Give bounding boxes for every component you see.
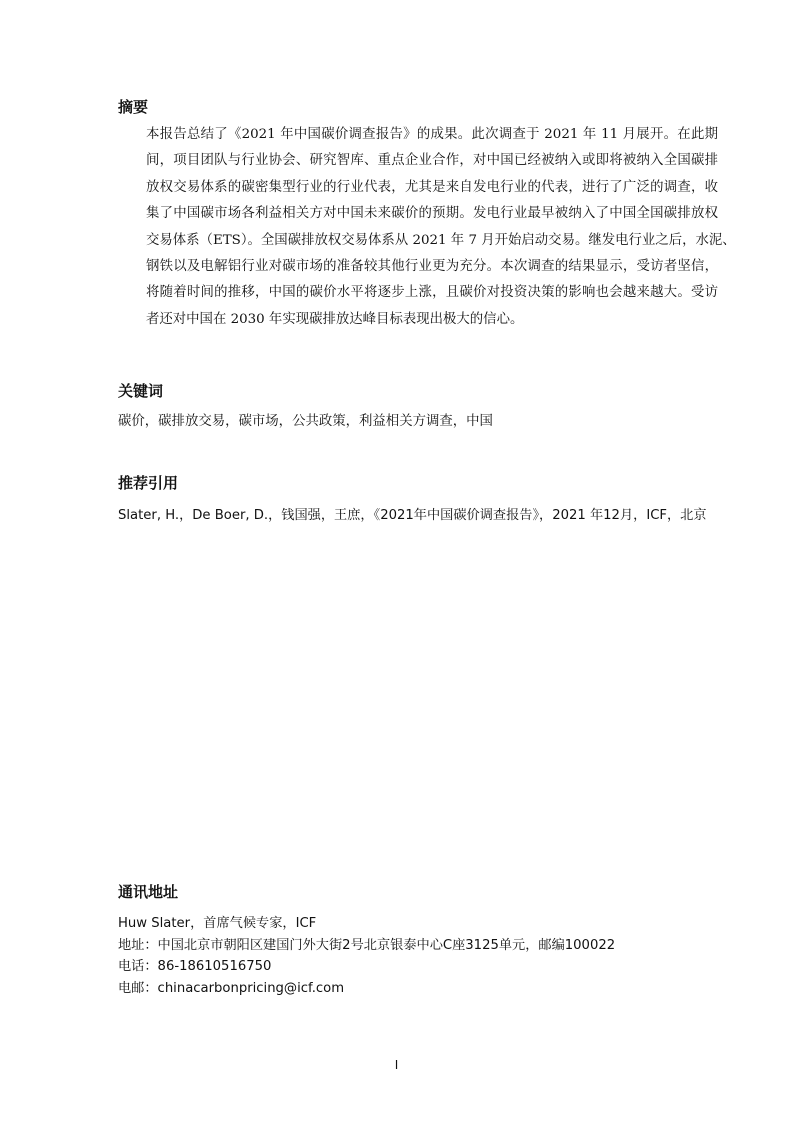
- citation-text: Slater, H.，De Boer, D.，钱国强，王庶，《2021年中国碳价调查报告》，2021 年12月，ICF，北京: [118, 508, 707, 523]
- abstract-line: 钢铁以及电解铝行业对碳市场的准备较其他行业更为充分。本次调查的结果显示，受访者坚信，: [146, 259, 718, 275]
- contact-name: Huw Slater，首席气候专家，ICF: [118, 916, 317, 931]
- abstract-body: [118, 122, 736, 333]
- abstract-line: 间，项目团队与行业协会、研究智库、重点企业合作，对中国已经被纳入或即将被纳入全国碳排: [146, 153, 718, 169]
- contact-phone: 电话：86-18610516750: [118, 959, 272, 974]
- abstract-line: 放权交易体系的碳密集型行业的行业代表，尤其是来自发电行业的代表，进行了广泛的调查，收: [146, 179, 718, 195]
- abstract-line: 本报告总结了《2021 年中国碳价调查报告》的成果。此次调查于 2021 年 11 月展开。在此期: [146, 127, 718, 142]
- keywords-heading: 关键词: [118, 382, 164, 400]
- abstract-line: 将随着时间的推移，中国的碳价水平将逐步上涨，且碳价对投资决策的影响也会越来越大。受访: [146, 285, 718, 301]
- contact-address: 地址：中国北京市朝阳区建国门外大街2号北京银泰中心C座3125单元，邮编100022: [118, 937, 616, 953]
- contact-heading: 通讯地址: [118, 883, 179, 901]
- contact-block: [118, 913, 615, 999]
- abstract-line: 集了中国碳市场各利益相关方对中国未来碳价的预期。发电行业最早被纳入了中国全国碳排放权: [146, 206, 718, 222]
- citation-heading: 推荐引用: [118, 474, 179, 492]
- abstract-heading: 摘要: [118, 98, 149, 116]
- abstract-line: 交易体系（ETS）。全国碳排放权交易体系从 2021 年 7 月开始启动交易。继发电行业之后，水泥、: [146, 232, 736, 248]
- contact-email[interactable]: 电邮：chinacarbonpricing@icf.com: [118, 980, 345, 996]
- page-number: I: [394, 1058, 399, 1072]
- keywords-text: 碳价，碳排放交易，碳市场，公共政策，利益相关方调查，中国: [118, 414, 493, 429]
- abstract-line: 者还对中国在 2030 年实现碳排放达峰目标表现出极大的信心。: [146, 311, 524, 327]
